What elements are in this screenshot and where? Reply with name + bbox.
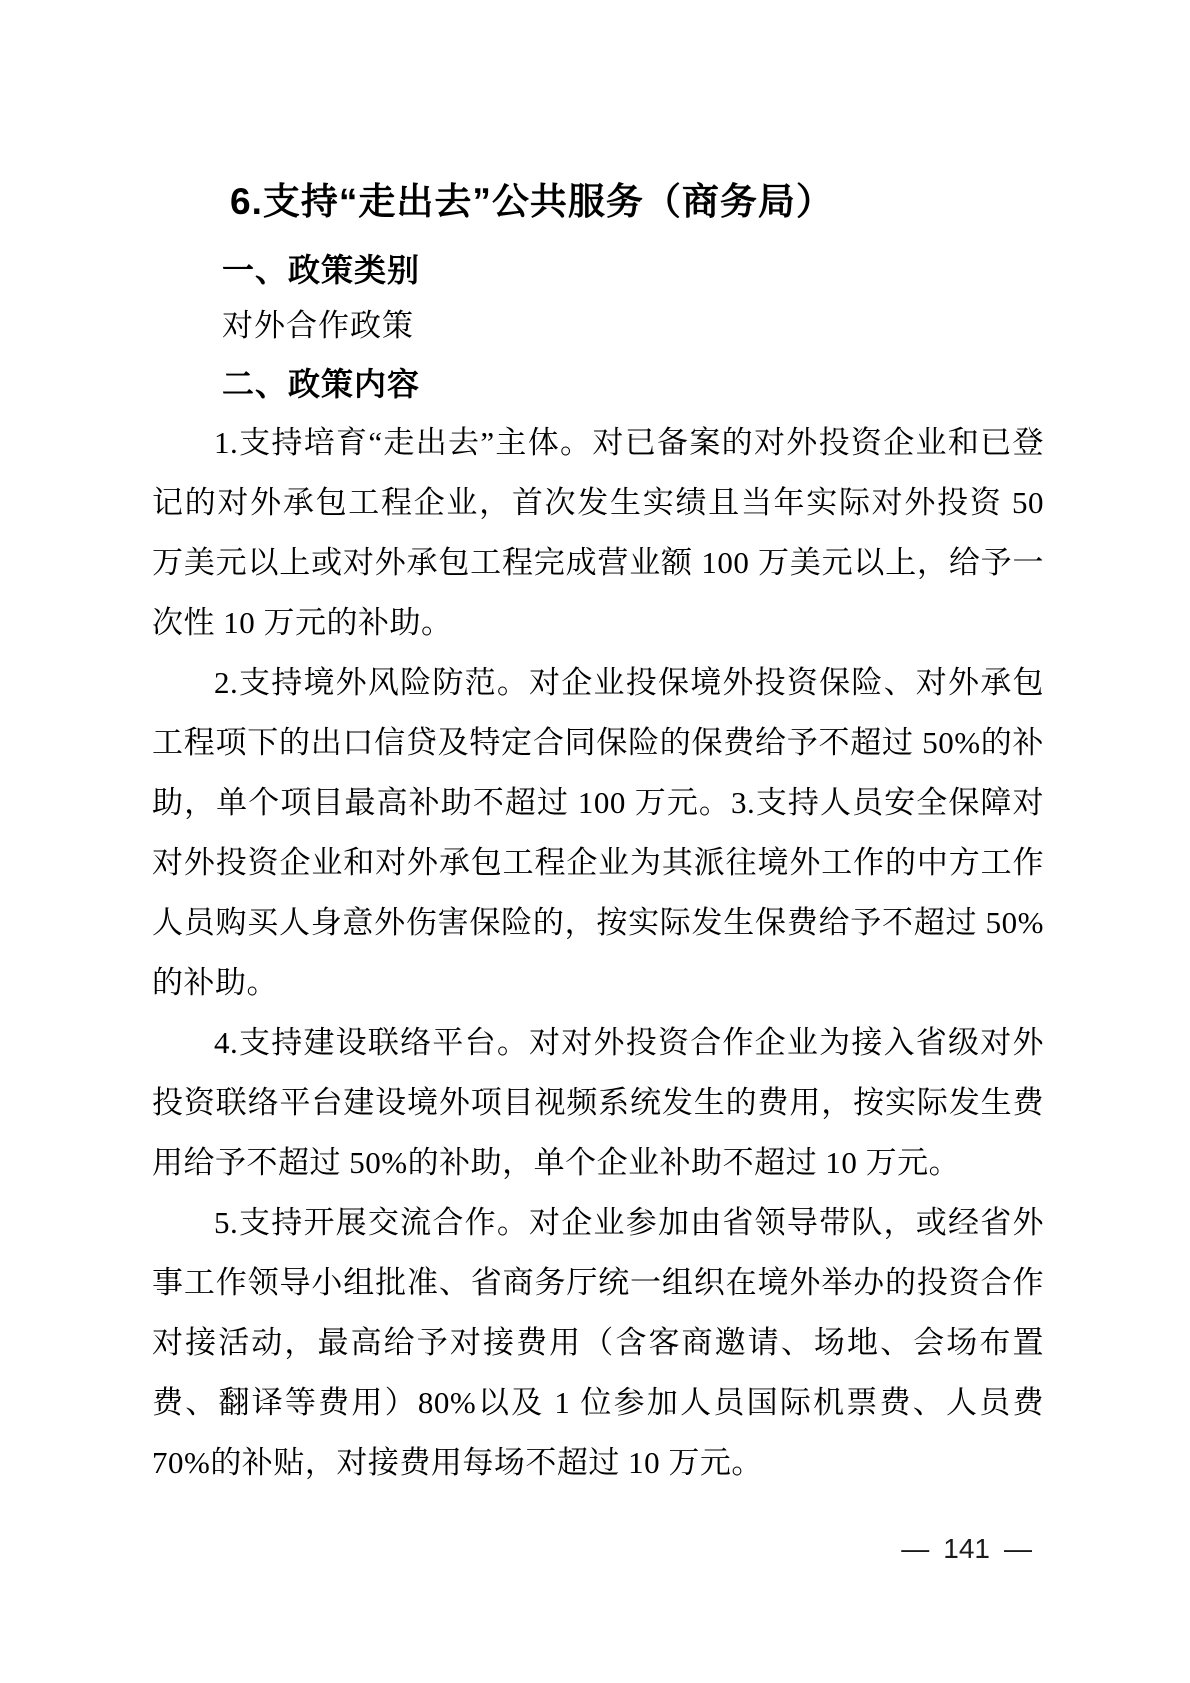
policy-paragraph-4: 5.支持开展交流合作。对企业参加由省领导带队，或经省外事工作领导小组批准、省商务厅统一组织在境外举办的投资合作对接活动，最高给予对接费用（含客商邀请、场地、会场布置费、翻译等费用）80%以及 1 位参加人员国际机票费、人员费 70%的补贴，对接费用每场不超过 10 万元。 bbox=[152, 1205, 1044, 1480]
page-footer bbox=[901, 1534, 1032, 1564]
policy-paragraph-3: 4.支持建设联络平台。对对外投资合作企业为接入省级对外投资联络平台建设境外项目视频系统发生的费用，按实际发生费用给予不超过 50%的补助，单个企业补助不超过 10 万元。 bbox=[152, 1025, 1044, 1180]
page-number: 141 bbox=[943, 1533, 990, 1564]
section-heading-policy-category: 一、政策类别 bbox=[222, 252, 421, 288]
document-title: 6.支持“走出去”公共服务（商务局） bbox=[230, 181, 834, 222]
footer-left-dash: — bbox=[901, 1533, 930, 1564]
footer-right-dash: — bbox=[1004, 1533, 1032, 1564]
policy-category-text: 对外合作政策 bbox=[222, 308, 414, 343]
policy-paragraph-1: 1.支持培育“走出去”主体。对已备案的对外投资企业和已登记的对外承包工程企业，首次发生实绩且当年实际对外投资 50 万美元以上或对外承包工程完成营业额 100 万美元以上，给予一次性 10 万元的补助。 bbox=[152, 425, 1044, 640]
policy-content-body bbox=[152, 413, 1044, 1493]
section-heading-policy-content: 二、政策内容 bbox=[222, 366, 421, 402]
policy-paragraph-2: 2.支持境外风险防范。对企业投保境外投资保险、对外承包工程项下的出口信贷及特定合同保险的保费给予不超过 50%的补助，单个项目最高补助不超过 100 万元。3.支持人员安全保障对对外投资企业和对外承包工程企业为其派往境外工作的中方工作人员购买人身意外伤害保险的，按实际发生保费给予不超过 50%的补助。 bbox=[152, 665, 1044, 1000]
